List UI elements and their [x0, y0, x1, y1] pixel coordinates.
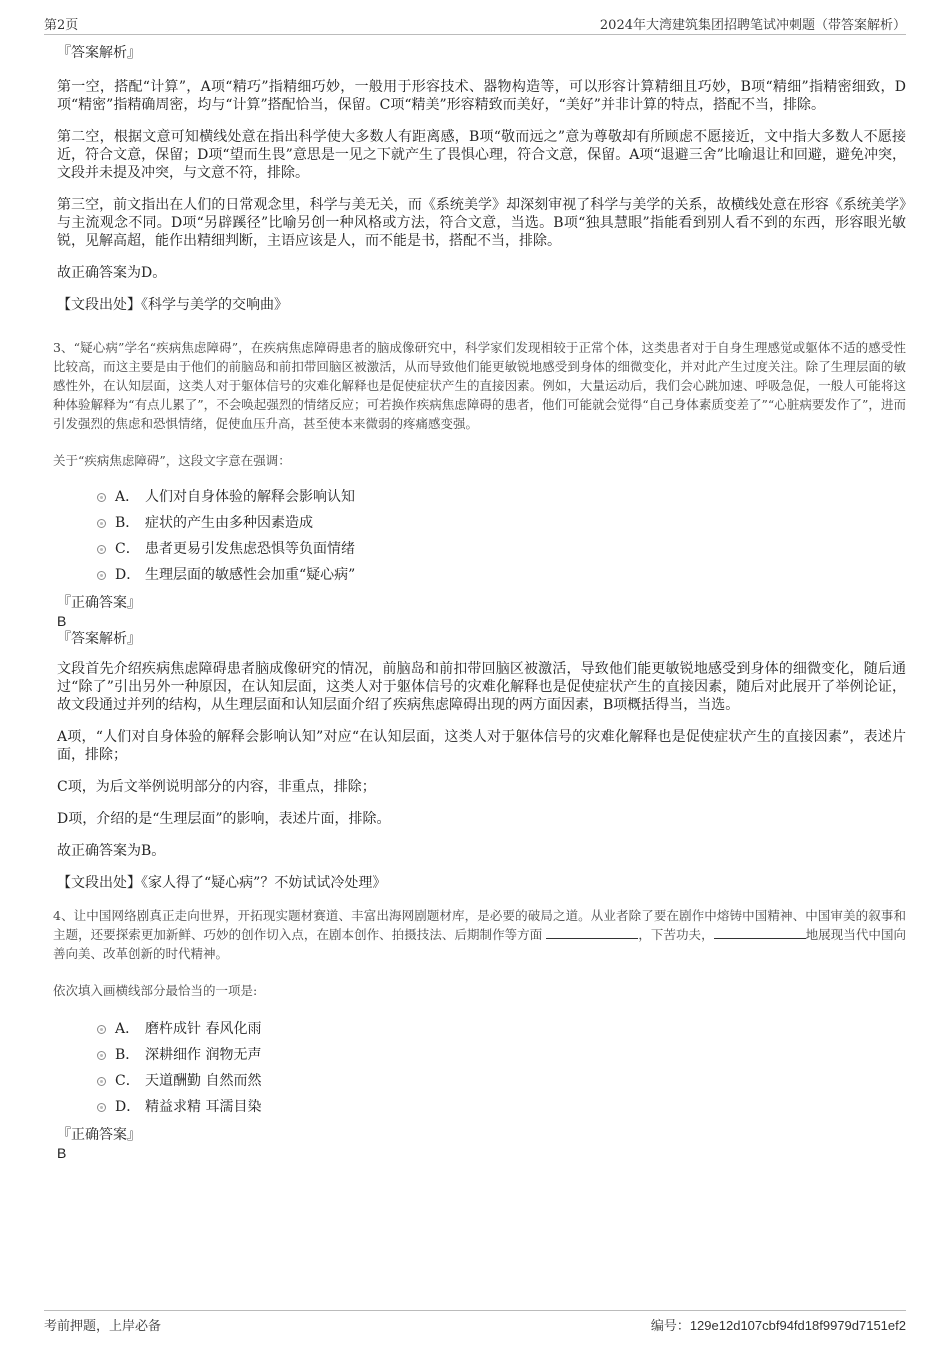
correct-answer: B: [57, 613, 67, 629]
option-letter: C．: [115, 1073, 140, 1089]
option-letter: D．: [115, 1099, 141, 1115]
option-letter: B．: [115, 1047, 140, 1063]
answer-analysis-label: 『答案解析』: [57, 631, 141, 647]
page-number: 第2页: [44, 18, 79, 33]
analysis-paragraph: C项，为后文举例说明部分的内容，非重点，排除；: [57, 779, 376, 795]
analysis-paragraph: A项，“人们对自身体验的解释会影响认知”对应“在认知层面，这类人对于躯体信号的灾难化解释也是促使症状产生的直接因素”，表述片面，排除；: [57, 729, 906, 763]
radio-icon[interactable]: [97, 545, 106, 554]
option-item[interactable]: [57, 1094, 906, 1120]
option-item[interactable]: [57, 484, 906, 510]
option-item[interactable]: [57, 1042, 906, 1068]
analysis-paragraph: 第三空，前文指出在人们的日常观念里，科学与美无关，而《系统美学》却深刻审视了科学与美学的关系，故横线处意在形容《系统美学》与主流观念不同。D项“另辟蹊径”比喻另创一种风格或方法，符合文意，当选。B项“独具慧眼”指能看到别人看不到的东西，形容眼光敏锐，见解高超，能作出精细判断，主语应该是人，而不能是书，搭配不当，排除。: [57, 197, 906, 249]
option-text: 生理层面的敏感性会加重“疑心病”: [145, 567, 356, 583]
page-content: [53, 44, 906, 1162]
radio-icon[interactable]: [97, 1051, 106, 1060]
option-text: 天道酬勤 自然而然: [145, 1073, 262, 1089]
option-text: 深耕细作 润物无声: [145, 1047, 262, 1063]
fill-blank-2: [714, 926, 806, 939]
fill-blank-1: [546, 926, 638, 939]
answer-analysis-label: 『答案解析』: [57, 45, 141, 61]
radio-icon[interactable]: [97, 493, 106, 502]
document-title: 2024年大湾建筑集团招聘笔试冲刺题（带答案解析）: [599, 18, 906, 33]
question-prompt: 关于“疾病焦虑障碍”，这段文字意在强调：: [53, 453, 291, 468]
conclusion: 故正确答案为D。: [57, 265, 167, 281]
option-list: [57, 1016, 906, 1120]
radio-icon[interactable]: [97, 1077, 106, 1086]
stem-text: ，下苦功夫，: [638, 927, 714, 942]
page-header: [44, 12, 906, 35]
source-citation: 【文段出处】《家人得了“疑心病”？不妨试试冷处理》: [57, 875, 387, 891]
option-text: 磨杵成针 春风化雨: [145, 1021, 262, 1037]
question-stem: 3、“疑心病”学名“疾病焦虑障碍”，在疾病焦虑障碍患者的脑成像研究中，科学家们发现相较于正常个体，这类患者对于自身生理感觉或躯体不适的感受性比较高，而这主要是由于他们的前脑岛和前扣带回脑区被激活，从而导致他们能更敏锐地感受到身体的细微变化，并对此产生过度关注。除了生理层面的敏感性外，在认知层面，这类人对于躯体信号的灾难化解释也是促使症状产生的直接因素。例如，大量运动后，我们会心跳加速、呼吸急促，一般人可能将这种体验解释为“有点儿累了”，不会唤起强烈的情绪反应；可若换作疾病焦虑障碍的患者，他们可能就会觉得“自己身体素质变差了”“心脏病要发作了”，进而引发强烈的焦虑和恐惧情绪，促使血压升高，甚至使本来微弱的疼痛感变强。: [53, 340, 906, 431]
document-id: 编号：129e12d107cbf94fd18f9979d7151ef2: [650, 1318, 906, 1333]
stem-text: 地展现当代中国向善向美、改革创新的时代精神。: [53, 927, 906, 961]
radio-icon[interactable]: [97, 1025, 106, 1034]
source-citation: 【文段出处】《科学与美学的交响曲》: [57, 297, 288, 313]
option-item[interactable]: [57, 510, 906, 536]
option-text: 精益求精 耳濡目染: [145, 1099, 262, 1115]
option-letter: C．: [115, 541, 140, 557]
question-prompt: 依次填入画横线部分最恰当的一项是:: [53, 983, 258, 998]
conclusion: 故正确答案为B。: [57, 843, 166, 859]
option-letter: A．: [115, 1021, 140, 1037]
radio-icon[interactable]: [97, 1103, 106, 1112]
option-letter: A．: [115, 489, 140, 505]
correct-answer-label: 『正确答案』: [57, 1127, 141, 1143]
option-item[interactable]: [57, 536, 906, 562]
option-item[interactable]: [57, 1068, 906, 1094]
radio-icon[interactable]: [97, 519, 106, 528]
analysis-paragraph: 第二空，根据文意可知横线处意在指出科学使大多数人有距离感，B项“敬而远之”意为尊敬却有所顾虑不愿接近，文中指大多数人不愿接近，符合文意，保留；D项“望而生畏”意思是一见之下就产生了畏惧心理，符合文意，保留。A项“退避三舍”比喻退让和回避，避免冲突，文段并未提及冲突，与文意不符，排除。: [57, 129, 906, 181]
option-letter: D．: [115, 567, 141, 583]
radio-icon[interactable]: [97, 571, 106, 580]
option-text: 患者更易引发焦虑恐惧等负面情绪: [145, 541, 355, 557]
option-item[interactable]: [57, 562, 906, 588]
analysis-paragraph: 文段首先介绍疾病焦虑障碍患者脑成像研究的情况，前脑岛和前扣带回脑区被激活，导致他们能更敏锐地感受到身体的细微变化，随后通过“除了”引出另外一种原因，在认知层面，这类人对于躯体信号的灾难化解释也是促使症状产生的直接因素，随后对此展开了举例论证，故文段通过并列的结构，从生理层面和认知层面介绍了疾病焦虑障碍出现的两方面因素，B项概括得当，当选。: [57, 661, 906, 713]
option-text: 症状的产生由多种因素造成: [145, 515, 313, 531]
analysis-paragraph: D项，介绍的是“生理层面”的影响，表述片面，排除。: [57, 811, 391, 827]
correct-answer: B: [57, 1145, 67, 1161]
option-text: 人们对自身体验的解释会影响认知: [145, 489, 355, 505]
analysis-paragraph: 第一空，搭配“计算”，A项“精巧”指精细巧妙，一般用于形容技术、器物构造等，可以形容计算精细且巧妙，B项“精细”指精密细致，D项“精密”指精确周密，均与“计算”搭配恰当，保留。C项“精美”形容精致而美好，“美好”并非计算的特点，搭配不当，排除。: [57, 79, 906, 113]
option-list: [57, 484, 906, 588]
stem-text: 4、让中国网络剧真正走向世界，开拓现实题材赛道、丰富出海网剧题材库，是必要的破局之道。从业者除了要在剧作中熔铸中国精神、中国审美的叙事和主题，还要探索更加新鲜、巧妙的创作切入点，在剧本创作、拍摄技法、后期制作等方面: [53, 908, 906, 942]
option-letter: B．: [115, 515, 140, 531]
page-footer: [44, 1310, 906, 1335]
question-stem: [53, 906, 906, 963]
correct-answer-label: 『正确答案』: [57, 595, 141, 611]
option-item[interactable]: [57, 1016, 906, 1042]
footer-slogan: 考前押题，上岸必备: [44, 1319, 162, 1334]
